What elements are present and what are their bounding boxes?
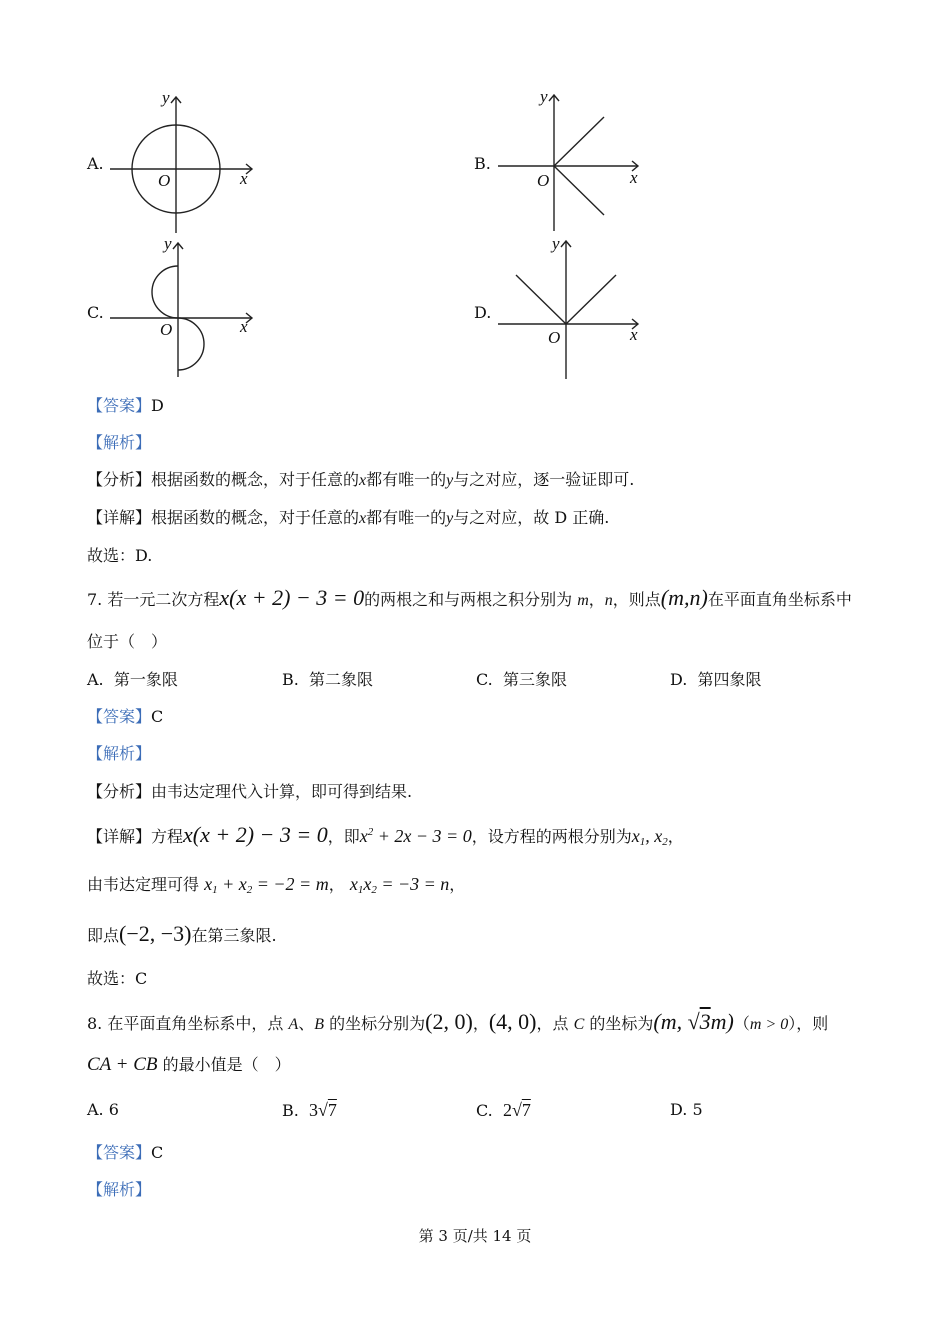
graph-c-right-semicircle <box>178 318 204 370</box>
graph-b-lower-ray <box>554 166 604 215</box>
graph-c-origin-label: O <box>160 320 173 339</box>
graph-a-x-label: x <box>240 169 248 188</box>
q8-number: 8. <box>87 1014 103 1033</box>
option-a-label: A. <box>87 154 104 173</box>
graph-d-y-label: y <box>552 234 560 253</box>
q7-choice-a: A. 第一象限 <box>87 670 178 689</box>
page-footer: 第 3 页/共 14 页 <box>418 1227 532 1245</box>
graph-a-y-label: y <box>162 88 170 107</box>
q7-analysis-line: 【解析】 <box>87 744 152 763</box>
q7-choice-b: B. 第二象限 <box>282 670 374 689</box>
graph-d-origin-label: O <box>548 328 561 347</box>
q6-fenxi-line: 【分析】根据函数的概念，对于任意的x都有唯一的y与之对应，逐一验证即可. <box>87 470 635 489</box>
q8-analysis-line: 【解析】 <box>87 1180 152 1199</box>
q7-choice-c: C. 第三象限 <box>476 670 567 689</box>
q7-xiangjie-line: 【详解】方程x(x + 2) − 3 = 0，即$x^2 + 2x - 3 = 0$，设方程的两根分别为$x_1$, $x_2$， <box>87 822 684 848</box>
q7-equation: x(x + 2) − 3 = 0 <box>219 585 365 610</box>
answer-value: D <box>151 396 164 415</box>
q7-choice-d: D. 第四象限 <box>670 670 762 689</box>
answer-tag: 【答案】 <box>87 396 152 415</box>
graph-c-x-label: x <box>240 317 248 336</box>
q6-answer-line <box>87 396 164 416</box>
graph-b-rays <box>490 85 660 235</box>
graph-c-left-semicircle <box>152 266 178 318</box>
q7-stem-line-2: 位于（ ） <box>87 632 168 651</box>
graph-b-upper-ray <box>554 117 604 166</box>
q8-choice-b: B. 3√7 <box>282 1100 337 1120</box>
option-b-label: B. <box>474 154 491 173</box>
q7-answer-line: 【答案】C <box>87 707 164 726</box>
graph-b-x-label: x <box>630 168 638 187</box>
q7-stem-line-1: 7. 若一元二次方程x(x + 2) − 3 = 0的两根之和与两根之积分别为 m，n，则点(m,n)在平面直角坐标系中 <box>87 585 852 610</box>
fenxi-tag: 【分析】 <box>87 470 152 489</box>
graph-d-absolute-value <box>490 235 660 385</box>
q8-choice-c: C. 2√7 <box>476 1100 531 1120</box>
q8-choice-a: A. 6 <box>87 1100 119 1119</box>
graph-d-right-ray <box>566 275 616 324</box>
analysis-tag: 【解析】 <box>87 433 152 452</box>
q6-analysis-line <box>87 433 151 453</box>
xiangjie-tag: 【详解】 <box>87 508 152 527</box>
q8-stem-line-1: 8. 在平面直角坐标系中，点 A、B 的坐标分别为(2, 0)，(4, 0)，点 C 的坐标为(m, √3m)（m > 0），则 <box>87 1009 829 1034</box>
q7-conclusion: 故选：C <box>87 969 148 988</box>
q8-choice-d: D. 5 <box>670 1100 703 1119</box>
q7-vieta-line: 由韦达定理可得 $x_1 + x_2 = -2 = m$， $x_1x_2 = -3 = n$， <box>87 874 466 896</box>
q8-stem-line-2: CA + CB 的最小值是（ ） <box>87 1054 291 1075</box>
graph-c-semicircles <box>100 235 270 385</box>
graph-d-left-ray <box>516 275 566 324</box>
graph-d-x-label: x <box>630 325 638 344</box>
q7-number: 7. <box>87 590 103 609</box>
graph-a-circle <box>100 85 270 235</box>
graph-a-origin-label: O <box>158 171 171 190</box>
q6-xiangjie-line: 【详解】根据函数的概念，对于任意的x都有唯一的y与之对应，故 D 正确. <box>87 508 610 527</box>
q7-point-line: 即点(−2, −3)在第三象限. <box>87 921 277 946</box>
graph-b-y-label: y <box>540 87 548 106</box>
option-c-label: C. <box>87 303 104 322</box>
q8-answer-line: 【答案】C <box>87 1143 164 1162</box>
option-d-label: D. <box>474 303 492 322</box>
q6-conclusion: 故选：D. <box>87 546 153 565</box>
q7-point: (m,n) <box>660 585 708 610</box>
graph-c-y-label: y <box>164 234 172 253</box>
q7-fenxi-line: 【分析】由韦达定理代入计算，即可得到结果. <box>87 782 413 801</box>
graph-b-origin-label: O <box>537 171 550 190</box>
